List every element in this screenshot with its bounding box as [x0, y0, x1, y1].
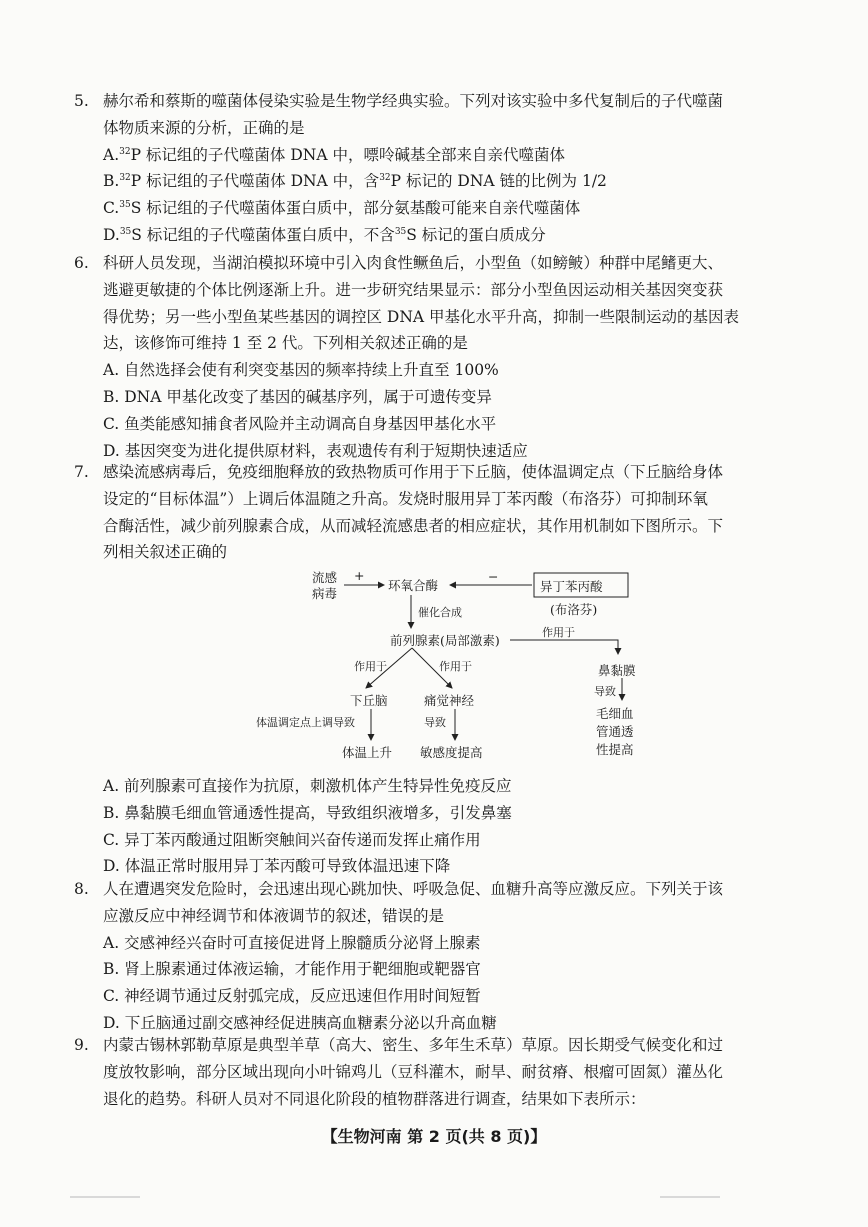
label-acts-on-right: 作用于	[542, 626, 575, 639]
node-sens-up: 敏感度提高	[420, 745, 483, 760]
option-a: A. 交感神经兴奋时可直接促进肾上腺髓质分泌肾上腺素	[103, 933, 481, 952]
question-stem-cont: 设定的“目标体温”）上调后体温随之升高。发烧时服用异丁苯丙酸（布洛芬）可抑制环氧	[103, 489, 708, 508]
node-cap-1: 毛细血	[596, 706, 634, 721]
question-7	[74, 459, 804, 566]
option-c: C. 异丁苯丙酸通过阻断突触间兴奋传递而发挥止痛作用	[103, 830, 481, 849]
node-virus: 流感	[312, 570, 338, 585]
option-b: B.$^{32}$P 标记组的子代噬菌体 DNA 中，含$^{32}$P 标记的 DNA 链的比例为 1/2	[103, 172, 607, 191]
node-enzyme: 环氧合酶	[388, 578, 439, 593]
question-stem: 人在遭遇突发危险时，会迅速出现心跳加快、呼吸急促、血糖升高等应激反应。下列关于该	[103, 880, 724, 898]
node-drug: 异丁苯丙酸	[540, 579, 603, 594]
question-number: 5.	[74, 92, 89, 110]
node-hypothalamus: 下丘脑	[350, 693, 388, 708]
node-temp-up: 体温上升	[342, 745, 393, 760]
node-drug-alias: (布洛芬)	[550, 602, 598, 617]
question-number: 7.	[74, 463, 89, 481]
label-leads-right: 导致	[594, 685, 616, 698]
arrow-to-nasal	[510, 640, 618, 654]
label-setpoint: 体温调定点上调导致	[256, 716, 355, 729]
option-c: C. 神经调节通过反射弧完成，反应迅速但作用时间短暂	[103, 987, 481, 1006]
question-stem-cont: 合酶活性，减少前列腺素合成，从而减轻流感患者的相应症状，其作用机制如下图所示。下	[103, 516, 724, 535]
label-catalyze: 催化合成	[418, 606, 462, 619]
question-stem-cont: 达，该修饰可维持 1 至 2 代。下列相关叙述正确的是	[103, 334, 468, 353]
question-5	[74, 88, 804, 249]
scan-mark	[70, 1196, 140, 1198]
question-stem-cont: 度放牧影响，部分区域出现向小叶锦鸡儿（豆科灌木，耐旱、耐贫瘠、根瘤可固氮）灌丛化	[103, 1062, 724, 1081]
node-pain-nerve: 痛觉神经	[424, 693, 475, 708]
option-d: D. 体温正常时服用异丁苯丙酸可导致体温迅速下降	[103, 857, 451, 876]
question-stem: 内蒙古锡林郭勒草原是典型羊草（高大、密生、多年生禾草）草原。因长期受气候变化和过	[103, 1036, 724, 1054]
option-c: C. 鱼类能感知捕食者风险并主动调高自身基因甲基化水平	[103, 414, 497, 433]
scan-mark	[660, 1196, 720, 1198]
question-stem: 科研人员发现，当湖泊模拟环境中引入肉食性鳜鱼后，小型鱼（如鳑鲏）种群中尾鳍更大、	[103, 254, 724, 272]
question-8	[74, 876, 804, 1037]
node-cap-2: 管通透	[596, 724, 634, 739]
question-stem-cont: 应激反应中神经调节和体液调节的叙述，错误的是	[103, 906, 445, 925]
question-stem-cont: 体物质来源的分析，正确的是	[103, 118, 305, 137]
question-stem-cont: 列相关叙述正确的	[103, 543, 228, 562]
question-6	[74, 250, 804, 464]
label-acts-on-left: 作用于	[354, 660, 387, 673]
option-d: D. 基因突变为进化提供原材料，表观遗传有利于短期快速适应	[103, 441, 528, 460]
option-a: A. 自然选择会使有利突变基因的频率持续上升直至 100%	[103, 361, 499, 380]
option-d: D. 下丘脑通过副交感神经促进胰高血糖素分泌以升高血糖	[103, 1013, 497, 1032]
option-b: B. 鼻黏膜毛细血管通透性提高，导致组织液增多，引发鼻塞	[103, 803, 512, 822]
option-a: A.$^{32}$P 标记组的子代噬菌体 DNA 中，嘌呤碱基全部来自亲代噬菌体	[103, 145, 565, 164]
label-leads-mid: 导致	[424, 716, 446, 729]
question-number: 6.	[74, 254, 89, 272]
option-d: D.$^{35}$S 标记组的子代噬菌体蛋白质中，不含$^{35}$S 标记的蛋白质成分	[103, 225, 546, 244]
question-7-options	[74, 773, 804, 880]
question-stem: 感染流感病毒后，免疫细胞释放的致热物质可作用于下丘脑，使体温调定点（下丘脑给身体	[103, 463, 724, 481]
node-virus-2: 病毒	[312, 586, 338, 601]
node-cap-3: 性提高	[596, 742, 634, 757]
question-stem-cont: 得优势；另一些小型鱼某些基因的调控区 DNA 甲基化水平升高，抑制一些限制运动的基因表	[103, 307, 740, 326]
option-c: C.$^{35}$S 标记组的子代噬菌体蛋白质中，部分氨基酸可能来自亲代噬菌体	[103, 199, 581, 218]
question-stem-cont: 退化的趋势。科研人员对不同退化阶段的植物群落进行调查，结果如下表所示：	[103, 1089, 646, 1108]
minus-sign: −	[488, 569, 499, 584]
plus-sign: +	[354, 568, 365, 583]
option-b: B. DNA 甲基化改变了基因的碱基序列，属于可遗传变异	[103, 387, 492, 406]
question-number: 8.	[74, 880, 89, 898]
question-stem-cont: 逃避更敏捷的个体比例逐渐上升。进一步研究结果显示：部分小型鱼因运动相关基因突变获	[103, 280, 724, 299]
page-footer: 【生物河南 第 2 页(共 8 页)】	[321, 1127, 547, 1146]
question-number: 9.	[74, 1036, 89, 1054]
label-acts-on-mid: 作用于	[439, 660, 472, 673]
mechanism-diagram	[256, 566, 650, 766]
node-prostaglandin: 前列腺素(局部激素)	[390, 633, 500, 648]
question-stem: 赫尔希和蔡斯的噬菌体侵染实验是生物学经典实验。下列对该实验中多代复制后的子代噬菌	[103, 92, 724, 110]
option-b: B. 肾上腺素通过体液运输，才能作用于靶细胞或靶器官	[103, 960, 481, 979]
question-9	[74, 1032, 804, 1112]
node-nasal: 鼻黏膜	[598, 663, 636, 678]
option-a: A. 前列腺素可直接作为抗原，刺激机体产生特异性免疫反应	[103, 777, 512, 795]
